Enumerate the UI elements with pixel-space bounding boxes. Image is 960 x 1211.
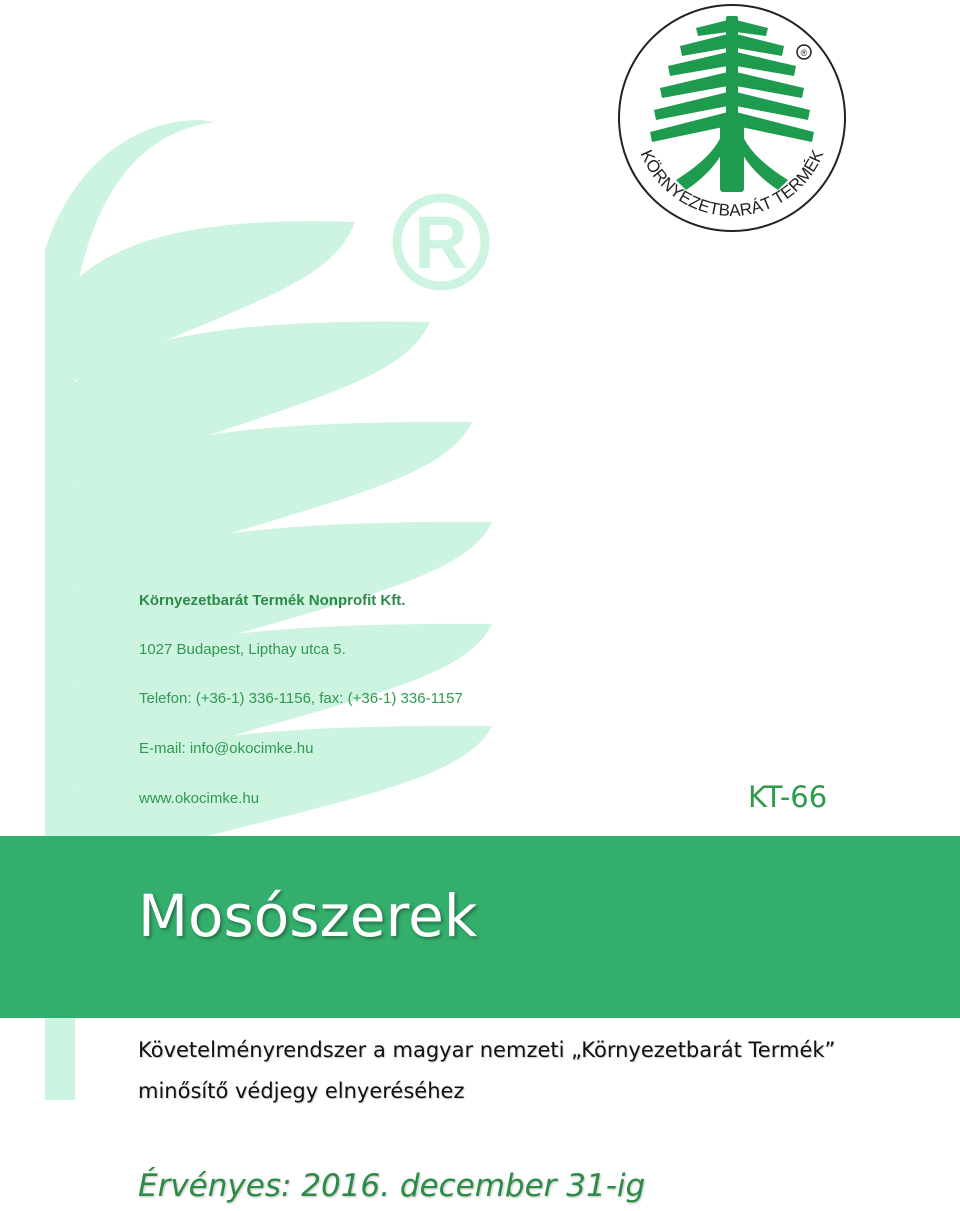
logo-ring-text-path: KÖRNYEZETBARÁT TERMÉK [636,146,828,221]
company-phone: Telefon: (+36-1) 336-1156, fax: (+36-1) 336-1157 [139,690,463,707]
company-address: 1027 Budapest, Lipthay utca 5. [139,641,346,658]
document-code: KT-66 [748,780,828,814]
eco-label-logo [616,2,848,234]
validity-date: Érvényes: 2016. december 31-ig [138,1168,646,1204]
company-email: E-mail: info@okocimke.hu [139,740,314,757]
document-subtitle: Követelményrendszer a magyar nemzeti „Környezetbarát Termék” minősítő védjegy elnyeréséhez [138,1038,836,1103]
logo-registered-mark: ® [800,48,808,58]
company-name: Környezetbarát Termék Nonprofit Kft. [139,592,406,609]
document-title: Mosószerek [138,882,478,950]
company-website: www.okocimke.hu [139,790,260,807]
registered-mark-text: R [414,201,468,284]
title-band [0,836,960,1018]
